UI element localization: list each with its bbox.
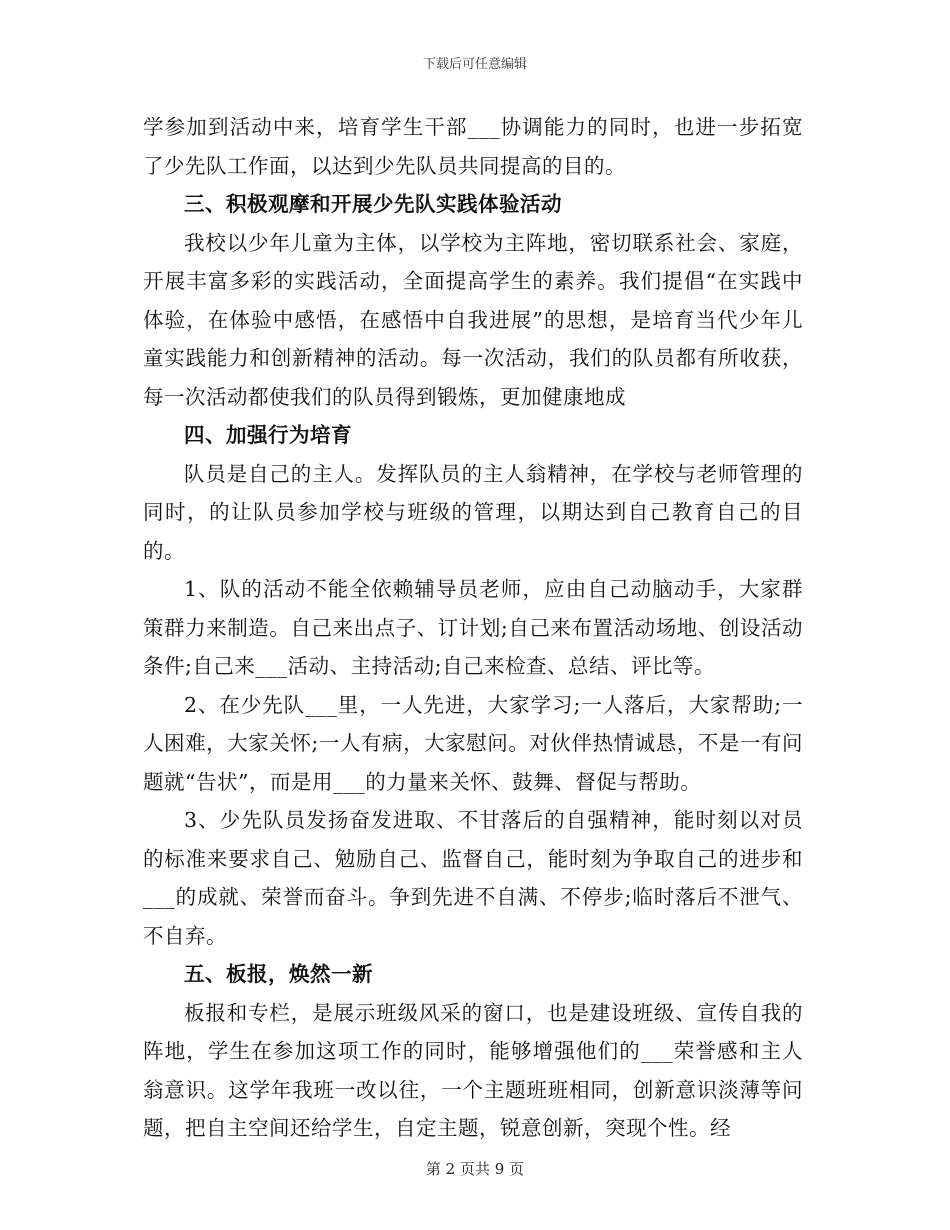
paragraph-self-management: 队员是自己的主人。发挥队员的主人翁精神，在学校与老师管理的同时，的让队员参加学校与班级的管理，以期达到自己教育自己的目的。 (143, 461, 803, 563)
page-number-footer: 第 2 页共 9 页 (425, 1160, 525, 1178)
section-heading-3: 三、积极观摩和开展少先队实践体验活动 (184, 192, 562, 216)
section-heading-5: 五、板报，焕然一新 (184, 962, 373, 986)
paragraph-item-1: 1、队的活动不能全依赖辅导员老师，应由自己动脑动手，大家群策群力来制造。自己来出点子、订计划;自己来布置活动场地、创设活动条件;自己来___活动、主持活动;自己来检查、总结、评比等。 (143, 577, 803, 678)
paragraph-blackboard: 板报和专栏，是展示班级风采的窗口，也是建设班级、宣传自我的阵地，学生在参加这项工作的同时，能够增强他们的___荣誉感和主人翁意识。这学年我班一改以往，一个主题班班相同，创新意识淡薄等问题，把自主空间还给学生，自定主题，锐意创新，突现个性。经 (143, 1000, 803, 1140)
paragraph-practice-activities: 我校以少年儿童为主体，以学校为主阵地，密切联系社会、家庭，开展丰富多彩的实践活动，全面提高学生的素养。我们提倡“在实践中体验，在体验中感悟，在感悟中自我进展”的思想，是培育当代少年儿童实践能力和创新精神的活动。每一次活动，我们的队员都有所收获，每一次活动都使我们的队员得到锻炼，更加健康地成 (143, 230, 803, 409)
document-body (143, 108, 803, 1148)
paragraph-continuation: 学参加到活动中来，培育学生干部___协调能力的同时，也进一步拓宽了少先队工作面，以达到少先队员共同提高的目的。 (143, 115, 803, 178)
paragraph-item-2: 2、在少先队___里，一人先进，大家学习;一人落后，大家帮助;一人困难，大家关怀;一人有病，大家慰问。对伙伴热情诚恳，不是一有问题就“告状”，而是用___的力量来关怀、鼓舞、督促与帮助。 (143, 692, 803, 794)
page-header: 下载后可任意编辑 (422, 57, 527, 72)
paragraph-item-3: 3、少先队员发扬奋发进取、不甘落后的自强精神，能时刻以对员的标准来要求自己、勉励自己、监督自己，能时刻为争取自己的进步和___的成就、荣誉而奋斗。争到先进不自满、不停步;临时落后不泄气、不自弃。 (143, 808, 803, 948)
section-heading-4: 四、加强行为培育 (184, 423, 352, 447)
